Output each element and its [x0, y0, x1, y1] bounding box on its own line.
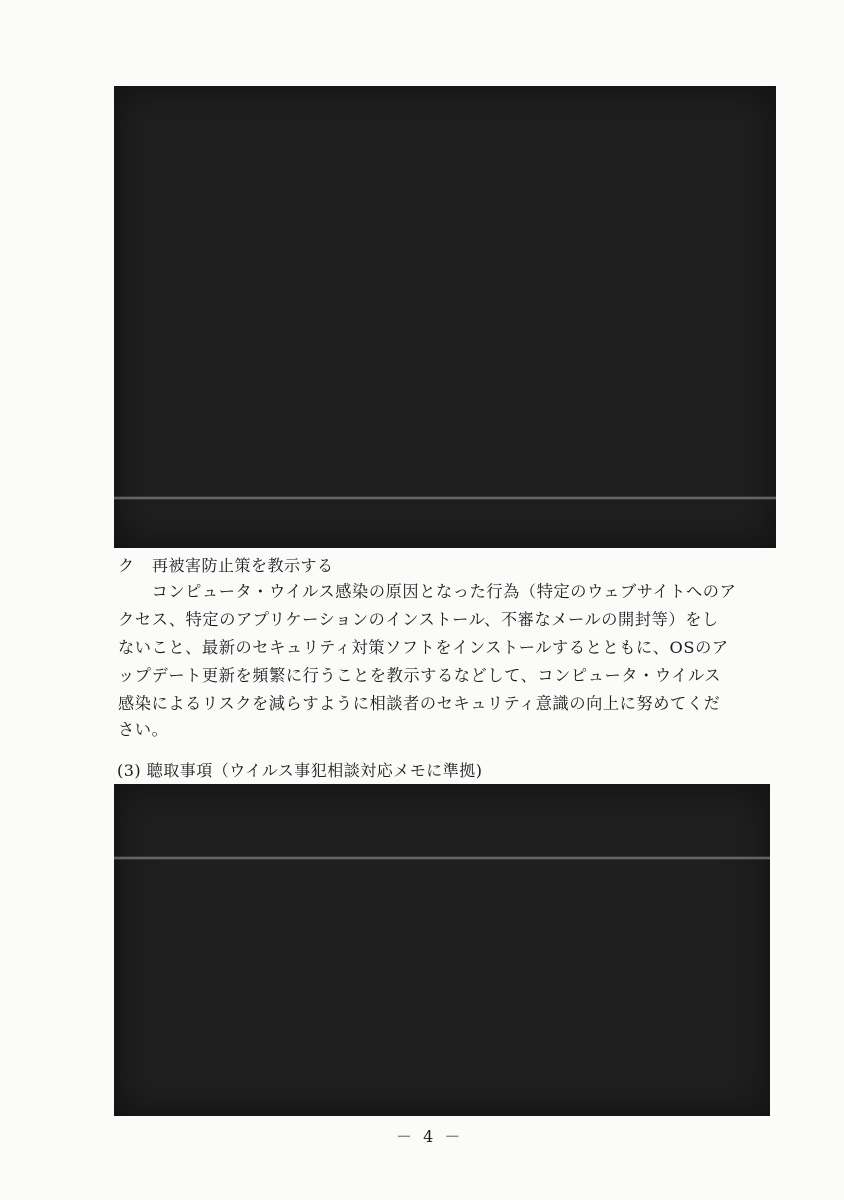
fold-crease: [114, 856, 770, 860]
paragraph-line: 感染によるリスクを減らすように相談者のセキュリティ意識の向上に努めてくだ: [118, 694, 721, 713]
item-heading: [118, 553, 334, 576]
redacted-block-bottom: [114, 784, 770, 1116]
fold-crease: [114, 496, 776, 500]
redacted-block-top: [114, 86, 776, 548]
paragraph-line: クセス、特定のアプリケーションのインストール、不審なメールの開封等）をし: [118, 610, 719, 629]
paragraph-line: ップデート更新を頻繁に行うことを教示するなどして、コンピュータ・ウイルス: [118, 666, 722, 685]
item-marker: ク: [118, 556, 135, 575]
paragraph-line: ないこと、最新のセキュリティ対策ソフトをインストールするとともに、OSのア: [118, 638, 729, 657]
page-number: － 4 －: [396, 1127, 464, 1146]
paragraph-line: コンピュータ・ウイルス感染の原因となった行為（特定のウェブサイトへのア: [118, 582, 737, 601]
item-title: 再被害防止策を教示する: [152, 556, 334, 575]
section-heading: (3) 聴取事項（ウイルス事犯相談対応メモに準拠): [117, 761, 483, 780]
paragraph-line: さい。: [118, 720, 169, 739]
